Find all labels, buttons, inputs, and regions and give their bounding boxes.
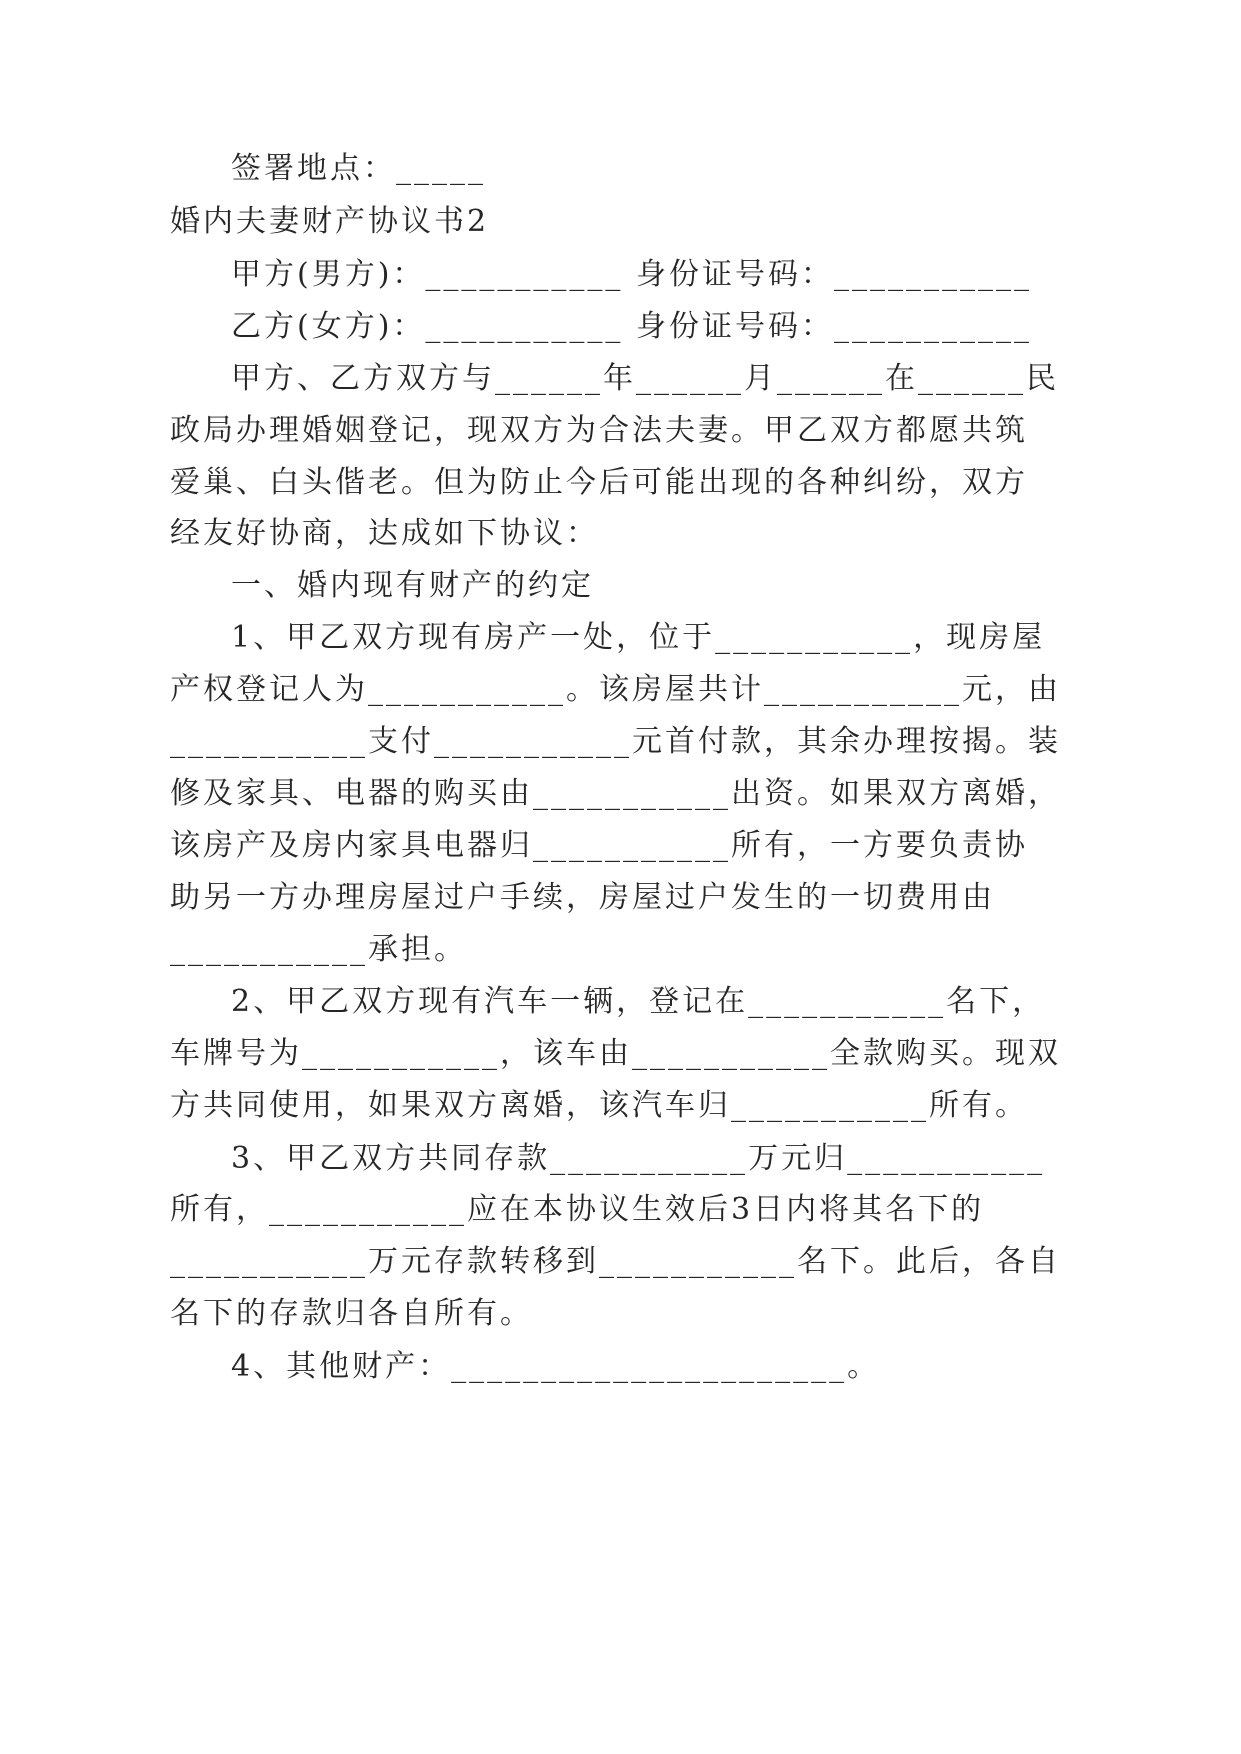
paragraph-text: 该房产及房内家具电器归___________所有，一方要负责协 [170,828,1028,863]
paragraph-line [170,463,1190,503]
paragraph-text: 甲方、乙方双方与______年______月______在______民 [231,361,1059,396]
paragraph-text: 3、甲乙双方共同存款___________万元归___________ [231,1141,1046,1176]
paragraph-line [170,411,1190,451]
paragraph-text: 2、甲乙双方现有汽车一辆，登记在___________名下， [231,984,1046,1019]
paragraph-text: 名下的存款归各自所有。 [170,1296,533,1331]
paragraph-line [231,618,1191,658]
party-b-line [231,307,1191,347]
paragraph-text: 修及家具、电器的购买由___________出资。如果双方离婚， [170,776,1061,811]
signing-place-text: 签署地点：_____ [231,151,486,186]
paragraph-text: 方共同使用，如果双方离婚，该汽车归___________所有。 [170,1088,1028,1123]
paragraph-line [170,774,1190,814]
paragraph-text: ___________支付___________元首付款，其余办理按揭。装 [170,724,1061,759]
paragraph-line [170,878,1190,918]
paragraph-text: 1、甲乙双方现有房产一处，位于___________，现房屋 [231,620,1046,655]
paragraph-text: 爱巢、白头偕老。但为防止今后可能出现的各种纠纷，双方 [170,465,1028,500]
paragraph-line [231,1347,1191,1387]
paragraph-line [170,1294,1190,1334]
signing-place-line [231,149,1191,189]
party-a-text: 甲方(男方)：___________ 身份证号码：___________ [231,257,1032,292]
paragraph-text: ___________承担。 [170,932,467,967]
paragraph-text: 4、其他财产：______________________。 [231,1349,881,1384]
clause-heading [231,566,1191,606]
paragraph-line [170,1086,1190,1126]
paragraph-text: 经友好协商，达成如下协议： [170,516,599,551]
clause-heading-text: 一、婚内现有财产的约定 [231,568,594,603]
paragraph-line [170,722,1190,762]
paragraph-line [170,930,1190,970]
paragraph-line [170,1034,1190,1074]
paragraph-text: 助另一方办理房屋过户手续，房屋过户发生的一切费用由 [170,880,995,915]
paragraph-line [170,670,1190,710]
paragraph-text: 政局办理婚姻登记，现双方为合法夫妻。甲乙双方都愿共筑 [170,413,1028,448]
section-title [170,202,1190,242]
paragraph-line [231,1139,1191,1179]
paragraph-line [170,1242,1190,1282]
party-b-text: 乙方(女方)：___________ 身份证号码：___________ [231,309,1032,344]
paragraph-text: ___________万元存款转移到___________名下。此后，各自 [170,1244,1061,1279]
paragraph-line [231,359,1191,399]
section-title-text: 婚内夫妻财产协议书2 [170,204,490,239]
paragraph-text: 所有，___________应在本协议生效后3日内将其名下的 [170,1192,985,1227]
party-a-line [231,255,1191,295]
paragraph-line [231,982,1191,1022]
paragraph-line [170,826,1190,866]
paragraph-text: 产权登记人为___________。该房屋共计___________元，由 [170,672,1061,707]
paragraph-line [170,514,1190,554]
paragraph-line [170,1190,1190,1230]
paragraph-text: 车牌号为___________，该车由___________全款购买。现双 [170,1036,1061,1071]
